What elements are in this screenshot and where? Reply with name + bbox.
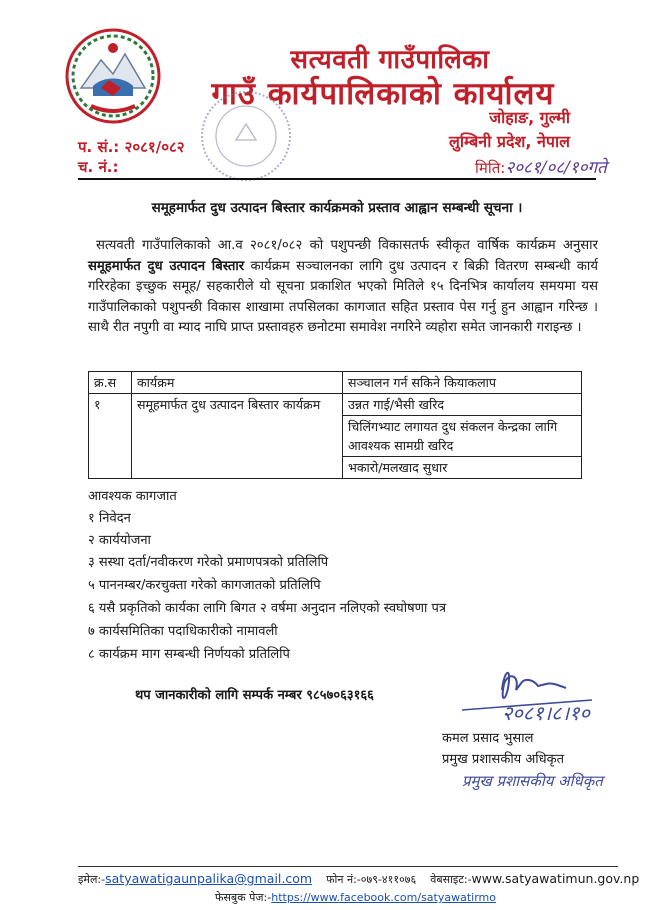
signatory-title-stamp: प्रमुख प्रशासकीय अधिकृत [462,772,603,790]
organization-name: सत्यवती गाउँपालिका [290,45,490,75]
list-item: ६ यसै प्रकृतिको कार्यका लागि बिगत २ वर्षमा अनुदान नलिएको स्वघोषणा पत्र [88,601,447,616]
list-item: १ निवेदन [88,511,131,526]
row-serial: १ [89,394,132,479]
reference-number: प. सं.: २०८१/०८२ [78,138,185,156]
footer-divider [78,866,618,867]
header-activities: सञ्चालन गर्न सकिने कियाकलाप [343,372,582,394]
list-item: ८ कार्यक्रम माग सम्बन्धी निर्णयको प्रतिलिपि [88,647,290,662]
activity-2: चिलिंगभ्याट लगायत दुध संकलन केन्द्रका लागि आवश्यक सामग्री खरिद [343,416,582,457]
notice-subject: समूहमार्फत दुध उत्पादन बिस्तार कार्यक्रमको प्रस्ताव आह्वान सम्बन्धी सूचना । [151,200,523,216]
table-header-row [89,372,582,394]
signatory-title: प्रमुख प्रशासकीय अधिकृत [442,752,565,767]
row-program: समूहमार्फत दुध उत्पादन बिस्तार कार्यक्रम [132,394,343,479]
required-documents-title: आवश्यक कागजात [88,489,177,504]
header-divider [78,178,596,180]
document-date: मिति:२०८१/०८/१०गते [475,158,607,178]
list-item: ७ कार्यसमितिका पदाधिकारीको नामावली [88,624,278,639]
list-item: ५ पाननम्बर/करचुक्ता गरेको कागजातको प्रतिलिपि [88,578,321,593]
program-name-emphasis: समूहमार्फत दुध उत्पादन बिस्तार [88,258,245,274]
footer-facebook-line: फेसबुक पेज:-https://www.facebook.com/satyawatirmo [215,891,496,904]
contact-info: थप जानकारीको लागि सम्पर्क नम्बर ९८५७०६३१६६ [135,688,374,703]
email-link[interactable]: satyawatigaunpalika@gmail.com [105,871,313,886]
program-table [88,371,582,479]
office-name: गाउँ कार्यपालिकाको कार्यालय [211,76,555,112]
address-line-2: लुम्बिनी प्रदेश, नेपाल [448,132,570,151]
list-item: ३ सस्था दर्ता/नवीकरण गरेको प्रमाणपत्रको प्रतिलिपि [88,555,329,570]
notice-body: सत्यवती गाउँपालिकाको आ.व २०८१/०८२ को पशुपन्छी विकासतर्फ स्वीकृत वार्षिक कार्यक्रम अनुसार समूहमार्फत दुध उत्पादन बिस्तार कार्यक्रम सञ्चालनका लागि दुध उत्पादन र बिक्री वितरण सम्बन्धी कार्य गरिरहेका इच्छुक समूह/ सहकारीले यो सूचना प्रकाशित भएको मितिले १५ दिनभित्र कार्यालय समयमा यस गाउँपालिकाको पशुपन्छी विकास शाखामा तपसिलका कागजात सहित प्रस्ताव पेस गर्नु हुन आह्वान गरिन्छ । साथै रीत नपुगी वा म्याद नाघि प्राप्त प्रस्तावहरु छनोटमा समावेश नगरिने व्यहोरा समेत जानकारी गराइन्छ । [88,238,598,336]
list-item: २ कार्ययोजना [88,533,151,548]
website-link[interactable]: www.satyawatimun.gov.np [471,871,640,886]
address-line-1: जोहाङ, गुल्मी [489,108,570,127]
activity-1: उन्नत गाई/भैसी खरिद [343,394,582,416]
header-program: कार्यक्रम [132,372,343,394]
facebook-link[interactable]: https://www.facebook.com/satyawatirmo [271,891,496,904]
nepal-emblem-icon [63,26,163,126]
header-serial: क्र.स [89,372,132,394]
activity-3: भकारो/मलखाद सुधार [343,457,582,479]
table-row [89,394,582,416]
phone-number: फोन नं:-०७९-४११०७६ [326,873,417,886]
dispatch-number: च. नं.: [78,158,119,176]
footer-contact-line: इमेल:-satyawatigaunpalika@gmail.com फोन नं:-०७९-४११०७६ वेबसाइट:-www.satyawatimun.gov.np [78,871,640,886]
svg-text:२०८१।८।१०: २०८१।८।१० [502,701,590,725]
signatory-name: कमल प्रसाद भुसाल [442,731,534,746]
